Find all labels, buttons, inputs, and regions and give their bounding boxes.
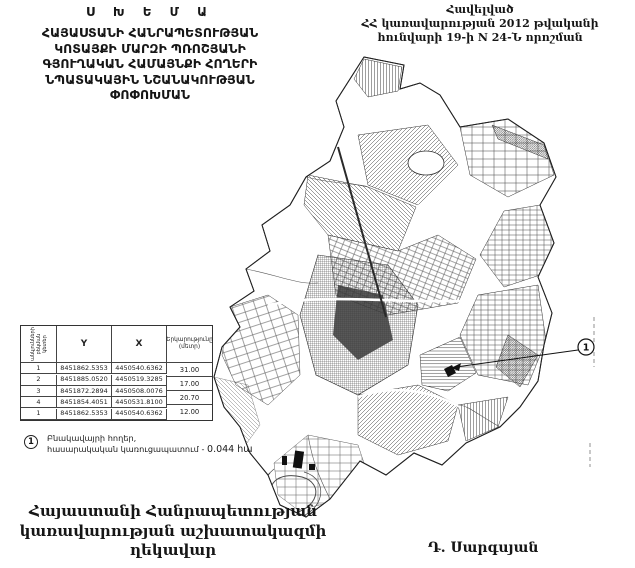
table-row-y: 8451854.4051 [57, 397, 112, 408]
length-column [167, 326, 212, 420]
length-cell: 12.00 [179, 408, 200, 417]
legend-line: հասարակական կառուցապատում - 0.044 հա [47, 444, 253, 455]
legend-line: Բնակավայրի հողեր, [47, 433, 137, 443]
footer-line: Հայաստանի Հանրապետության [28, 502, 318, 520]
table-row-x: 4450540.6362 [112, 363, 167, 374]
government-office-block [8, 502, 338, 561]
appendix-line: հունվարի 19-ի N 24-Ն որոշման [377, 31, 583, 44]
table-row-y: 8451885.0520 [57, 375, 112, 386]
scheme-title: Ս Խ Ե Մ Ա [86, 5, 214, 19]
table-row-point: 4 [21, 397, 57, 408]
table-row-x: 4450531.8100 [112, 397, 167, 408]
pond [408, 151, 444, 175]
x-header: X [112, 326, 167, 363]
table-row-point: 3 [21, 386, 57, 397]
appendix-line: ՀՀ կառավարության 2012 թվականի [361, 17, 599, 30]
area-value: 0.044 հա [207, 444, 253, 455]
cadastral-map-svg [208, 55, 600, 525]
length-cell: 20.70 [167, 391, 212, 405]
title-line: ԳՅՈՒՂԱԿԱՆ ՀԱՄԱՅՆՔԻ ՀՈՂԵՐԻ [42, 56, 258, 71]
signature-name: Դ. Սարգսյան [428, 540, 539, 556]
footer-line: ղեկավար [129, 541, 217, 559]
table-row-point: 1 [21, 363, 57, 374]
table-row-y: 8451862.5353 [57, 363, 112, 374]
title-line: ՓՈՓՈԽՄԱՆ [110, 87, 190, 102]
table-row-x: 4450519.3285 [112, 375, 167, 386]
length-header: Երկարությունը (մետր) [167, 326, 212, 363]
footer-line: կառավարության աշխատակազմի [19, 521, 327, 540]
y-header: Y [57, 326, 112, 363]
table-left-grid [21, 326, 167, 420]
title-line: ՆՊԱՏԱԿԱՅԻՆ ՆՇԱՆԱԿՈՒԹՅԱՆ [45, 71, 255, 87]
plot-marker-label: 1 [582, 342, 590, 354]
fold-marks [590, 317, 594, 467]
appendix-line: Հավելված [446, 3, 514, 16]
table-row-y: 8451862.5353 [57, 409, 112, 420]
table-row-x: 4450540.6362 [112, 409, 167, 420]
title-line: ՀԱՅԱՍՏԱՆԻ ՀԱՆՐԱՊԵՏՈՒԹՅԱՆ [41, 25, 259, 40]
length-cell: 31.00 [167, 363, 212, 377]
coordinates-table [20, 325, 213, 421]
point-number-header: անկյունների բեկման կետեր [21, 326, 57, 363]
table-row-point: 2 [21, 375, 57, 386]
appendix-note [330, 3, 630, 45]
legend-marker-icon: 1 [24, 435, 38, 449]
table-row-point: 1 [21, 409, 57, 420]
legend [24, 433, 253, 455]
table-row-x: 4450508.0076 [112, 386, 167, 397]
legend-text [47, 433, 253, 455]
title-line: ԿՈՏԱՅՔԻ ՄԱՐԶԻ ՊՌՈՇՅԱՆԻ [54, 40, 246, 56]
cadastral-map [208, 55, 600, 525]
length-cell: 17.00 [167, 377, 212, 391]
table-row-y: 8451872.2894 [57, 386, 112, 397]
